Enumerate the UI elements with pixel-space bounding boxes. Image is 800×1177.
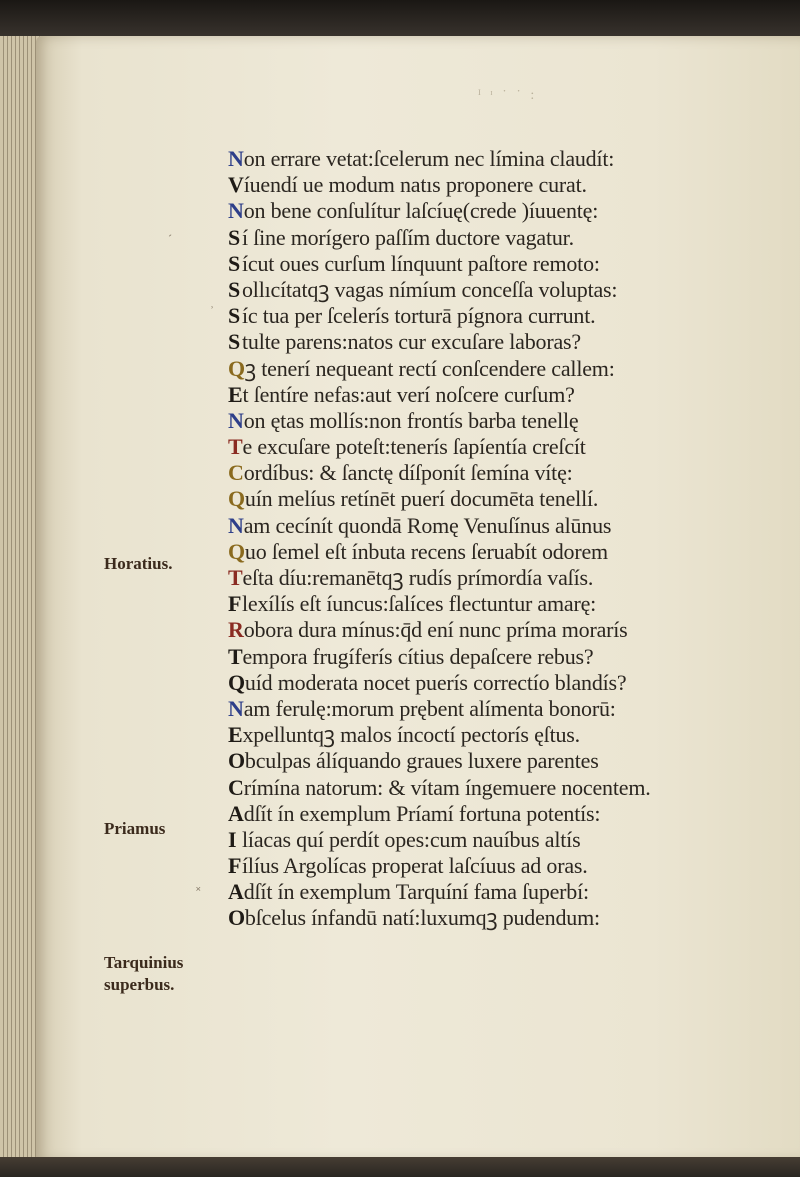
initial-letter: C	[228, 774, 244, 800]
line-text: empora frugíferís cítius depaſcere rebus?	[242, 643, 594, 669]
initial-letter: I	[228, 826, 237, 852]
verse-line	[228, 329, 788, 355]
verse-line	[228, 722, 788, 748]
header-mark: ᴵ ᶦ ˙ ˙ :	[478, 88, 538, 103]
verse-line	[228, 879, 788, 905]
verse-line	[228, 460, 788, 486]
initial-letter: N	[228, 512, 244, 538]
initial-letter: T	[228, 434, 243, 460]
line-text: íuendí ue modum natıs proponere curat.	[243, 172, 587, 198]
line-text: ollıcítatqꝫ vagas nímíum conceſſa voluptas:	[242, 276, 618, 302]
line-text: íc tua per ſcelerís torturā pígnora currunt.	[242, 303, 596, 329]
verse-line	[228, 303, 788, 329]
verse-line	[228, 905, 788, 931]
verse-line	[228, 225, 788, 251]
verse-line	[228, 172, 788, 198]
line-text: am cecínít quondā Romę Venuſínus alūnus	[243, 512, 612, 538]
initial-letter: S	[228, 329, 241, 355]
initial-letter: A	[228, 879, 244, 905]
line-text: líacas quí perdít opes:cum nauíbus altís	[242, 826, 581, 852]
initial-letter: S	[228, 224, 241, 250]
line-text: uo ſemel eſt ínbuta recens ſeruabít odorem	[244, 538, 608, 564]
initial-letter: Q	[228, 669, 245, 695]
line-text: bculpas álíquando graues luxere parentes	[244, 748, 599, 774]
initial-letter: N	[228, 198, 244, 224]
initial-letter: N	[228, 407, 244, 433]
verse-line	[228, 617, 788, 643]
verse-line	[228, 251, 788, 277]
verse-line	[228, 696, 788, 722]
verse-line	[228, 827, 788, 853]
verse-line	[228, 801, 788, 827]
line-text: xpelluntqꝫ malos íncoctí pectorís ęſtus.	[242, 722, 580, 748]
line-text: dſít ín exemplum Tarquíní fama ſuperbí:	[243, 879, 589, 905]
verse-line	[228, 198, 788, 224]
line-text: on ętas mollís:non frontís barba tenellę	[243, 407, 579, 433]
line-text: ordíbus: & ſanctę díſponít ſemína vítę:	[243, 460, 573, 486]
verse-line	[228, 775, 788, 801]
initial-letter: E	[228, 722, 243, 748]
initial-letter: Q	[228, 486, 245, 512]
initial-letter: Q	[228, 355, 245, 381]
line-text: rímína natorum: & vítam íngemuere nocentem.	[243, 774, 651, 800]
initial-letter: F	[228, 853, 242, 879]
book-binding-bottom	[0, 1157, 800, 1177]
line-text: uín melíus retínēt puerí documēta tenellí.	[244, 486, 599, 512]
line-text: ícut oues curſum línquunt paſtore remoto:	[242, 250, 600, 276]
line-text: t ſentíre nefas:aut verí noſcere curſum?	[242, 381, 575, 407]
line-text: ꝫ tenerí nequeant rectí conſcendere callem:	[244, 355, 615, 381]
verse-line	[228, 670, 788, 696]
verse-line	[228, 356, 788, 382]
line-text: uíd moderata nocet puerís correctío blandís?	[244, 669, 627, 695]
initial-letter: F	[228, 591, 242, 617]
verse-line	[228, 382, 788, 408]
verse-line	[228, 539, 788, 565]
margin-note-priamus: Priamus	[104, 819, 166, 838]
margin-note-superbus: superbus.	[104, 975, 175, 994]
line-text: bſcelus ínfandū natí:luxumqꝫ pudendum:	[244, 905, 600, 931]
line-text: e excuſare poteſt:tenerís ſapíentía creſcít	[242, 434, 586, 460]
line-text: lexílís eſt íuncus:ſalíces flectuntur amarę:	[242, 591, 597, 617]
verse-line	[228, 748, 788, 774]
ink-speck: ˊ	[168, 232, 172, 246]
initial-letter: O	[228, 748, 245, 774]
initial-letter: S	[228, 276, 241, 302]
verse-text-block	[228, 146, 788, 932]
initial-letter: O	[228, 905, 245, 931]
line-text: í ſine morígero paſſím ductore vagatur.	[242, 224, 574, 250]
verse-line	[228, 853, 788, 879]
line-text: dſít ín exemplum Príamí fortuna potentís:	[243, 800, 601, 826]
line-text: tulte parens:natos cur excuſare laboras?	[242, 329, 581, 355]
verse-line	[228, 565, 788, 591]
line-text: am ferulę:morum prębent alímenta bonorū:	[243, 695, 616, 721]
verse-line	[228, 146, 788, 172]
line-text: on bene conſulítur laſcíuę(crede )íuuentę:	[243, 198, 599, 224]
margin-note-tarquinius: Tarquinius	[104, 953, 184, 972]
initial-letter: A	[228, 800, 244, 826]
line-text: eſta díu:remanētqꝫ rudís prímordía vaſís.	[242, 565, 594, 590]
book-binding-top	[0, 0, 800, 40]
initial-letter: N	[228, 146, 244, 171]
verse-line	[228, 408, 788, 434]
initial-letter: R	[228, 617, 244, 643]
verse-line	[228, 277, 788, 303]
initial-letter: N	[228, 695, 244, 721]
verse-line	[228, 434, 788, 460]
verse-line	[228, 486, 788, 512]
line-text: on errare vetat:ſcelerum nec límina claudít:	[243, 146, 615, 171]
initial-letter: S	[228, 303, 241, 329]
initial-letter: C	[228, 460, 244, 486]
line-text: ílíus Argolícas properat laſcíuus ad oras.	[242, 853, 588, 879]
initial-letter: T	[228, 643, 243, 669]
verse-line	[228, 644, 788, 670]
verse-line	[228, 591, 788, 617]
initial-letter: Q	[228, 538, 245, 564]
initial-letter: V	[228, 172, 244, 198]
initial-letter: E	[228, 381, 243, 407]
ink-speck: ˒	[210, 298, 214, 312]
ink-speck: ˟	[196, 884, 201, 898]
verse-line	[228, 513, 788, 539]
margin-note-horatius: Horatius.	[104, 554, 173, 573]
initial-letter: S	[228, 250, 241, 276]
line-text: obora dura mínus:q̄d ení nunc príma morarís	[243, 617, 628, 643]
initial-letter: T	[228, 565, 243, 590]
